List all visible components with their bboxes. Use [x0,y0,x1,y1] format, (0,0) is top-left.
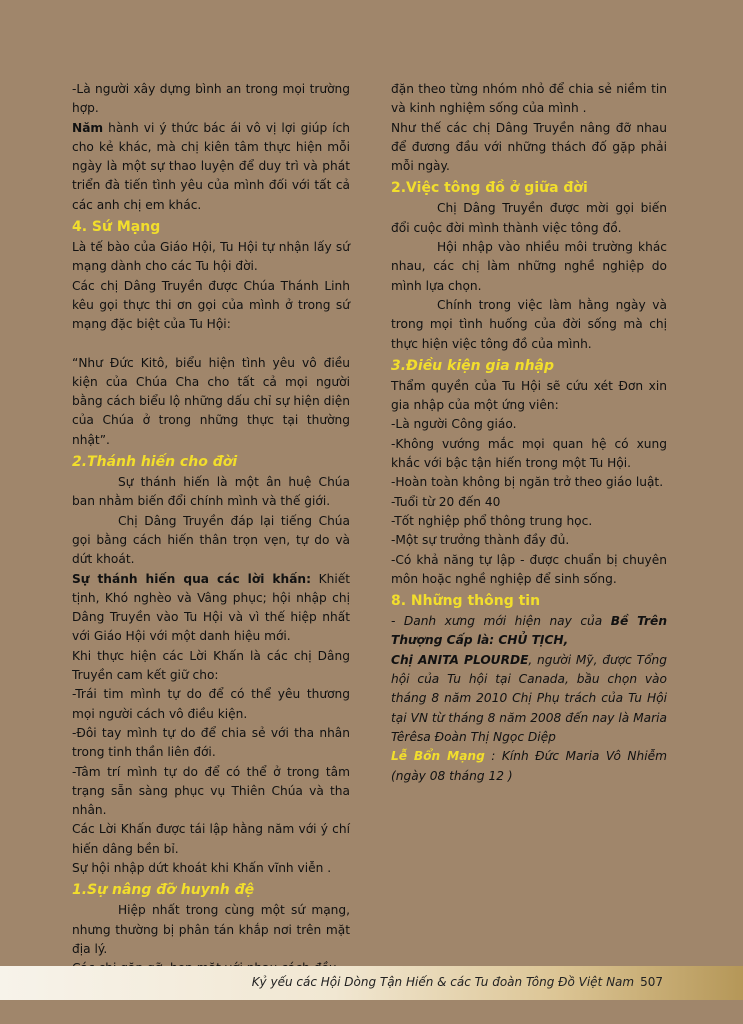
footer-bar [0,966,743,1000]
paragraph [72,570,350,647]
right-column [391,80,667,786]
footer-title: Kỷ yếu các Hội Dòng Tận Hiến & các Tu đoàn Tông Đồ Việt Nam [251,975,635,989]
info-text: , người Mỹ, được Tổng hội của Tu hội tại Canada, bầu chọn vào tháng 8 năm 2010 Chị Phụ trách của Tu Hội tại VN từ tháng 8 năm 2008 đến nay là Maria Têrêsa Đoàn Thị Ngọc Diệp [391,652,667,744]
left-column [72,80,350,978]
paragraph: Các Lời Khấn được tái lập hằng năm với ý chí hiến dâng bền bỉ. [72,822,350,856]
list-item: -Là người Công giáo. [391,417,517,432]
heading-thanh-hien: 2.Thánh hiến cho đời [72,454,238,471]
bold-lead: Năm [72,120,104,135]
paragraph-text: Khiết tịnh, Khó nghèo và Vâng phục; hội nhập chị Dâng Truyền vào Tu Hội và vì thế hiệp nhất với Giáo Hội với một danh hiệu mới. [72,571,350,644]
paragraph: Hiệp nhất trong cùng một sứ mạng, nhưng thường bị phân tán khắp nơi trên mặt địa lý. [72,903,350,956]
feast-paragraph [391,747,667,786]
paragraph: Các chị Dâng Truyền được Chúa Thánh Linh kêu gọi thực thi ơn gọi của mình ở trong sứ mạng đặc biệt của Tu Hội: [72,278,350,332]
list-item: -Hoàn toàn không bị ngăn trở theo giáo luật. [391,475,664,490]
list-item: -Có khả năng tự lập - được chuẩn bị chuyên môn hoặc nghề nghiệp để sinh sống. [391,552,667,586]
paragraph: Chính trong việc làm hằng ngày và trong mọi tình huống của đời sống mà chị thực hiện việc tông đồ của mình. [391,297,667,351]
list-item: -Đôi tay mình tự do để chia sẻ với tha nhân trong tinh thần liên đới. [72,725,350,760]
info-text: - Danh xưng mới hiện nay của [391,614,611,629]
list-item: -Tâm trí mình tự do để có thể ở trong tâm trạng sẵn sàng phục vụ Thiên Chúa và tha nhân. [72,764,350,818]
feast-lead: Lễ Bổn Mạng [391,749,485,764]
footer-text [252,975,663,989]
list-item: -Trái tim mình tự do để có thể yêu thương mọi người cách vô điều kiện. [72,687,350,721]
quote: “Như Đức Kitô, biểu hiện tình yêu vô điều kiện của Chúa Cha cho tất cả mọi người bằng cách biểu lộ những dấu chỉ sự hiện diện của Chúa ở trong những thực tại thường nhật”. [72,355,350,447]
heading-tong-do: 2.Việc tông đồ ở giữa đời [391,180,588,197]
paragraph: Chị Dâng Truyền đáp lại tiếng Chúa gọi bằng cách hiến thân trọn vẹn, tự do và dứt khoát. [72,513,350,567]
paragraph: Khi thực hiện các Lời Khấn là các chị Dâng Truyền cam kết giữ cho: [72,648,350,683]
list-item: -Không vướng mắc mọi quan hệ có xung khắc với bậc tận hiến trong một Tu Hội. [391,436,667,471]
paragraph: Như thế các chị Dâng Truyền nâng đỡ nhau để đương đầu với những thách đố gặp phải mỗi ngày. [391,120,667,174]
bold-lead: Sự thánh hiến qua các lời khấn: [72,571,311,586]
list-item: -Tốt nghiệp phổ thông trung học. [391,513,593,528]
paragraph: Sự thánh hiến là một ân huệ Chúa ban nhằm biến đổi chính mình và thế giới. [72,475,350,509]
info-bold: Bề Trên Thượng Cấp là: CHỦ TỊCH, [391,614,667,648]
heading-su-mang: 4. Sứ Mạng [72,219,161,236]
paragraph: Hội nhập vào nhiều môi trường khác nhau, các chị làm những nghề nghiệp do mình lựa chọn. [391,240,667,293]
info-paragraph [391,612,667,747]
heading-nang-do: 1.Sự nâng đỡ huynh đệ [72,882,255,899]
page-number: 507 [640,975,663,989]
info-name: Chị ANITA PLOURDE [391,652,529,667]
paragraph: -Là người xây dựng bình an trong mọi trường hợp. [72,82,350,116]
paragraph: Chị Dâng Truyền được mời gọi biến đổi cuộc đời mình thành việc tông đồ. [391,201,667,235]
spacer [72,335,350,354]
paragraph: Sự hội nhập dứt khoát khi Khấn vĩnh viễn . [72,860,332,875]
paragraph-text: hành vi ý thức bác ái vô vị lợi giúp ích cho kẻ khác, mà chị kiên tâm thực hiện mỗi ngày là một sự thao luyện để duy trì và phát triển đà tiến tình yêu của mình đối với tất cả các anh chị em khác. [72,120,350,212]
paragraph [72,119,350,215]
feast-text: : Kính Đức Maria Vô Nhiễm (ngày 08 tháng 12 ) [391,749,667,783]
paragraph: Thẩm quyền của Tu Hội sẽ cứu xét Đơn xin gia nhập của một ứng viên: [391,378,667,413]
list-item: -Một sự trưởng thành đầy đủ. [391,533,570,548]
heading-dieu-kien: 3.Điều kiện gia nhập [391,357,555,374]
paragraph: Là tế bào của Giáo Hội, Tu Hội tự nhận lấy sứ mạng dành cho các Tu hội đời. [72,240,350,274]
heading-thong-tin: 8. Những thông tin [391,593,541,610]
paragraph: đặn theo từng nhóm nhỏ để chia sẻ niềm tin và kinh nghiệm sống của mình . [391,82,667,116]
list-item: -Tuổi từ 20 đến 40 [391,494,501,509]
